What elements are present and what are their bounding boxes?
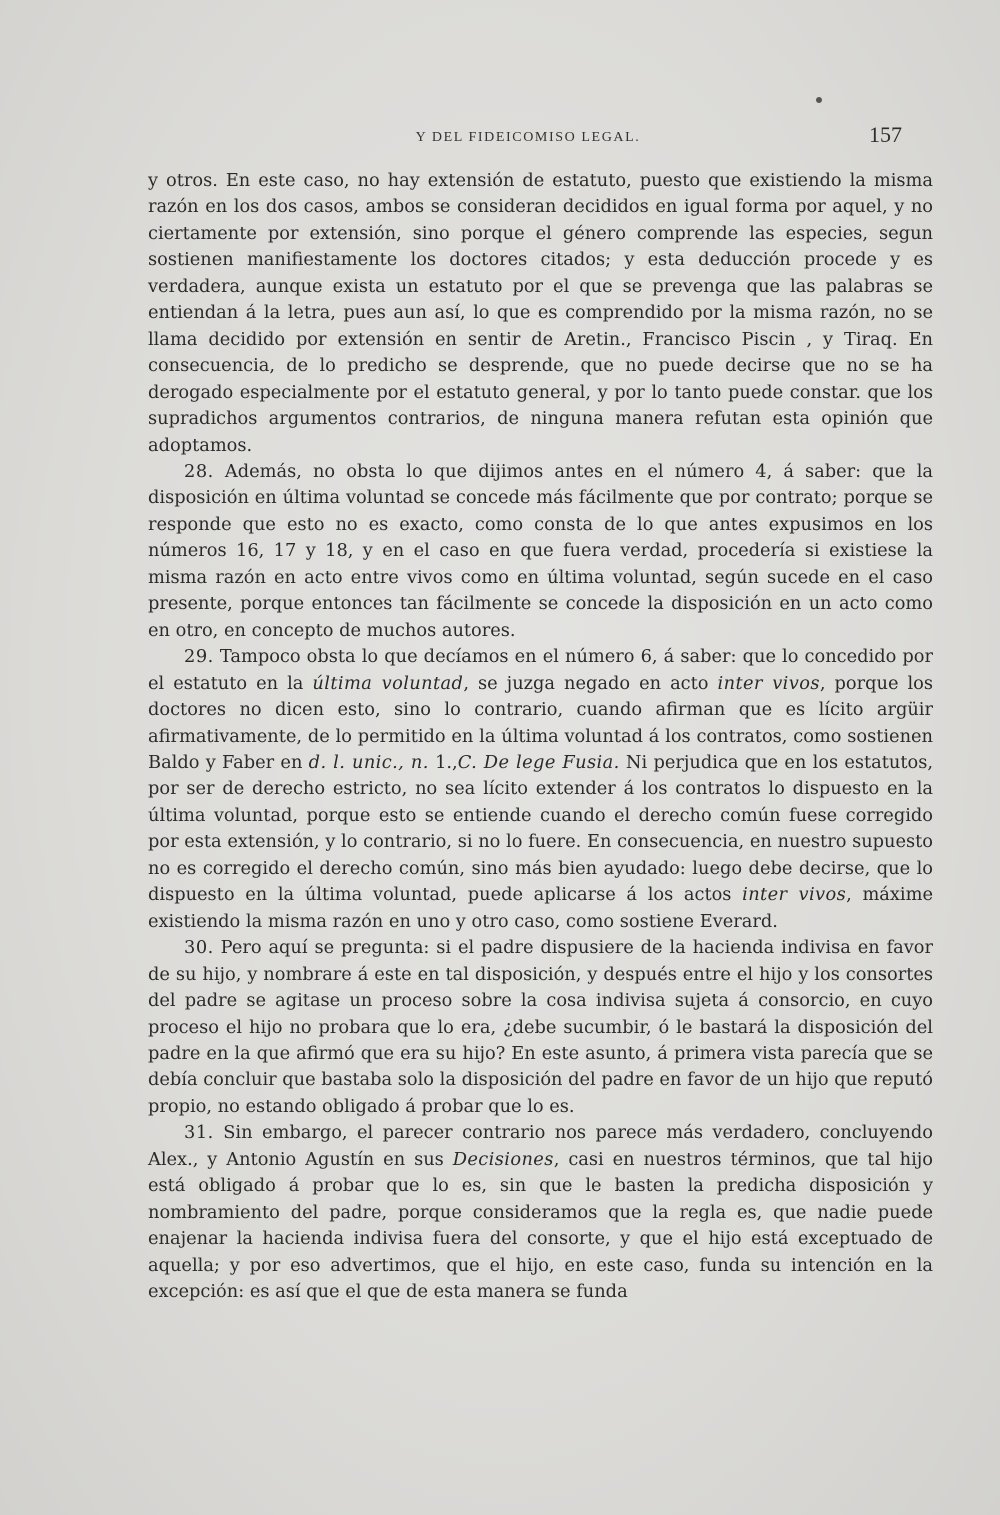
paragraph (148, 168, 933, 459)
italic-text: d. l. unic., n. (308, 751, 429, 773)
paragraph-number: 31. (184, 1122, 214, 1144)
text-segment: , se juzga negado en acto (463, 672, 718, 694)
text-segment: Sin embargo, el parecer contrario nos parece más verdadero, concluyendo Alex., y Antonio Agustín en sus (148, 1122, 933, 1170)
text-segment: Además, no obsta lo que dijimos antes en el número 4, á saber: que la disposición en última voluntad se concede más fácilmente que por contrato; porque se responde que esto no es exacto, como consta de lo que antes expusimos en los números 16, 17 y 18, y en el caso en que fuera verdad, procedería si existiese la misma razón en acto entre vivos como en última voluntad, según sucede en el caso presente, porque entonces tan fácilmente se concede la disposición en un acto como en otro, en concepto de muchos autores. (148, 460, 933, 641)
text-segment: , porque los doctores no dicen esto, sino lo contrario, cuando afirman que es lícito argüir afirmativamente, de lo permitido en la última voluntad á los contratos, como sostienen Baldo y Faber en (148, 672, 934, 773)
italic-text: inter vivos (717, 672, 820, 694)
body-text (148, 168, 933, 1305)
text-segment: , casi en nuestros términos, que tal hijo está obligado á probar que lo es, sin que le basten la predicha disposición y nombramiento del padre, porque consideramos que la regla es, que nadie puede enajenar la hacienda indivisa fuera del consorte, y que el hijo está exceptuado de aquella; y por eso advertimos, que el hijo, en este caso, funda su intención en la excepción: es así que el que de esta manera se funda (148, 1148, 934, 1303)
paragraph (148, 1120, 933, 1305)
paragraph (148, 459, 933, 644)
ink-dot (816, 97, 822, 103)
text-segment: 1., (428, 751, 458, 773)
text-segment: , máxime existiendo la misma razón en uno y otro caso, como sostiene Everard. (148, 884, 933, 932)
paragraph (148, 935, 933, 1120)
text-segment: Tampoco obsta lo que decíamos en el número 6, á saber: que lo concedido por el estatuto en la (148, 646, 933, 694)
paragraph-number: 28. (184, 460, 214, 482)
paragraph-number: 29. (184, 646, 214, 668)
page-header (148, 122, 908, 158)
page-number: 157 (869, 122, 902, 147)
italic-text: última voluntad (312, 672, 464, 694)
text-segment: Pero aquí se pregunta: si el padre dispusiere de la hacienda indivisa en favor de su hijo, y nombrare á este en tal disposición, y después entre el hijo y los consortes del padre se agitase un proceso sobre la cosa indivisa sujeta á consorcio, en cuyo proceso el hijo no probara que lo era, ¿debe sucumbir, ó le bastará la disposición del padre en la que afirmó que era su hijo? En este asunto, á primera vista parecía que se debía concluir que bastaba solo la disposición del padre en favor de un hijo que reputó propio, no estando obligado á probar que lo es. (148, 937, 933, 1117)
text-segment: Ni perjudica que en los estatutos, por ser de derecho estricto, no sea lícito extender á los contratos lo dispuesto en la última voluntad, porque esto se entiende cuando el derecho común fuese corregido por esta extensión, y lo contrario, si no lo fuere. En consecuencia, en nuestro supuesto no es corregido el derecho común, sino más bien ayudado: luego debe decirse, que lo dispuesto en la última voluntad, puede aplicarse á los actos (148, 751, 933, 906)
running-head: Y DEL FIDEICOMISO LEGAL. (415, 130, 641, 145)
italic-text: C. De lege Fusia. (457, 751, 620, 773)
paragraph-number: 30. (184, 937, 214, 959)
paragraph (148, 644, 933, 935)
italic-text: inter vivos (742, 884, 847, 906)
text-segment: y otros. En este caso, no hay extensión de estatuto, puesto que existiendo la misma razón en los dos casos, ambos se consideran decididos en igual forma por aquel, y no ciertamente por extensión, sino porque el género comprende las especies, segun sostienen manifiestamente los doctores citados; y esta deducción procede y es verdadera, aunque exista un estatuto por el que se prevenga que las palabras se entiendan á la letra, pues aun así, lo que es comprendido por la misma razón, no se llama decidido por extensión en sentir de Aretin., Francisco Piscin , y Tiraq. En consecuencia, de lo predicho se desprende, que no puede decirse que no se ha derogado especialmente por el estatuto general, y por lo tanto puede constar. que los supradichos argumentos contrarios, de ninguna manera refutan esta opinión que adoptamos. (148, 170, 933, 456)
italic-text: Decisiones (452, 1148, 554, 1170)
